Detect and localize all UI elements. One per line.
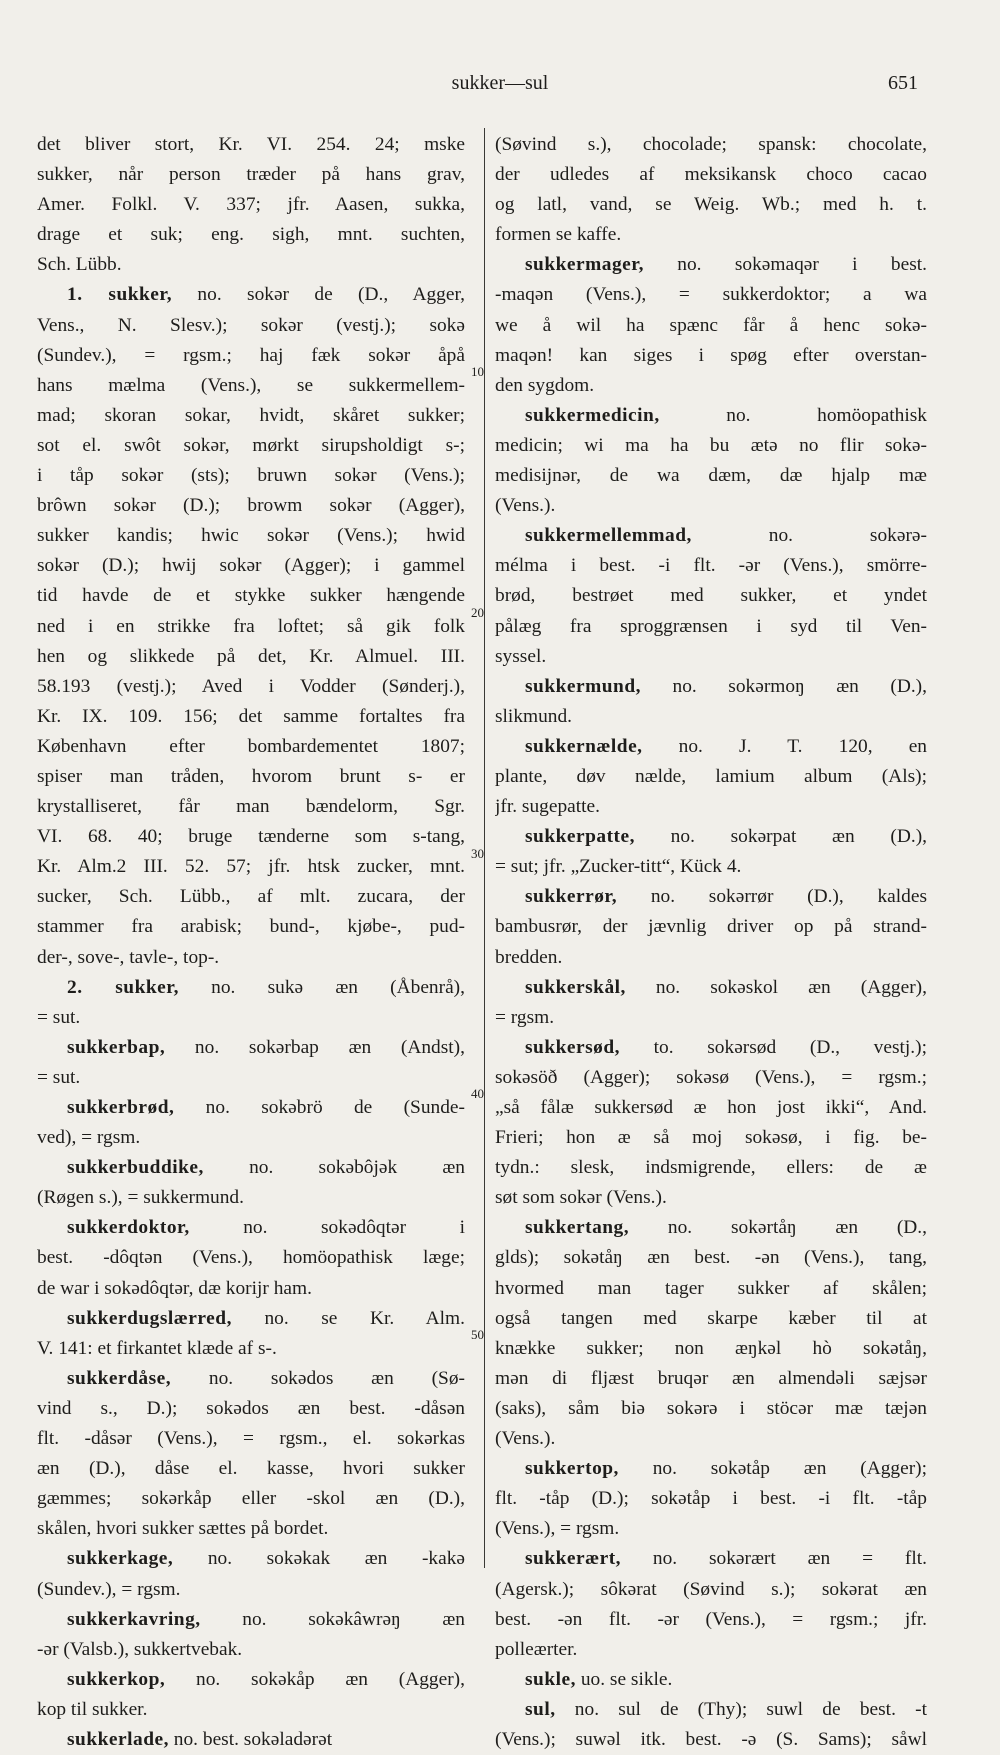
text-line: [37, 581, 465, 611]
text-line: [37, 642, 465, 672]
line-number-20: 20: [471, 605, 484, 620]
line-text: no. sokərrør (D.), kaldes: [617, 886, 927, 908]
line-text: no. sokərbap æn (Andst),: [165, 1036, 465, 1058]
line-text: = sut.: [37, 1066, 81, 1088]
line-text: der-, sove-, tavle-, top-.: [37, 946, 220, 968]
text-line: [495, 1033, 927, 1063]
text-line: [37, 1213, 465, 1243]
line-text: flt. -dåsər (Vens.), = rgsm., el. sokərkas: [37, 1428, 465, 1450]
text-line: [495, 822, 927, 852]
line-text: mən di flјæst bruqər æn almendəli sæjsər: [495, 1367, 927, 1389]
line-text: ned i en strikke fra loftet; så gik folk: [37, 615, 465, 637]
headword: 1. sukker,: [67, 284, 173, 306]
headword: sukkerpatte,: [525, 826, 635, 848]
text-line: [495, 220, 927, 250]
line-text: tid havde de et stykke sukker hængende: [37, 585, 465, 607]
line-text: knække sukker; non æŋkəl hò sokətåŋ,: [495, 1337, 927, 1359]
line-text: æn (D.), dåse el. kasse, hvori sukker: [37, 1458, 465, 1480]
text-line: [37, 1695, 465, 1725]
page-title: sukker—sul: [451, 72, 549, 94]
line-text: ved), = rgsm.: [37, 1127, 141, 1149]
line-text: spiser man tråden, hvorom brunt s- er: [37, 765, 465, 787]
line-text: (Røgen s.), = sukkermund.: [37, 1187, 244, 1209]
text-line: [495, 882, 927, 912]
text-line: [37, 1033, 465, 1063]
line-text: no. sokəskol æn (Agger),: [625, 976, 927, 998]
line-text: no. sokərə-: [691, 525, 927, 547]
line-text: København efter bombardementet 1807;: [37, 735, 465, 757]
headword: 2. sukker,: [67, 976, 179, 998]
text-line: [37, 250, 465, 280]
headword: sukkerært,: [525, 1548, 622, 1570]
text-line: [37, 852, 465, 882]
text-line: [37, 220, 465, 250]
line-text: no. sokəmaqər i best.: [643, 254, 927, 276]
text-line: [37, 1575, 465, 1605]
line-text: polleærter.: [495, 1638, 578, 1660]
line-text: no. J. T. 120, en: [642, 735, 927, 757]
text-line: [37, 1334, 465, 1364]
text-line: [495, 250, 927, 280]
text-line: [495, 581, 927, 611]
headword: sul,: [525, 1698, 556, 1720]
text-line: [37, 551, 465, 581]
page-number: 651: [888, 72, 918, 94]
line-text: også tangen med skarpe kæber til at: [495, 1307, 927, 1329]
text-line: [495, 401, 927, 431]
text-line: [495, 190, 927, 220]
line-text: „så fålæ sukkersød æ hon jost ikki“, And.: [495, 1097, 927, 1118]
text-line: [495, 732, 927, 762]
text-line: [495, 1424, 927, 1454]
column-divider: [484, 128, 485, 1568]
headword: sukkernælde,: [525, 735, 643, 757]
line-text: slikmund.: [495, 705, 573, 727]
text-line: [495, 1394, 927, 1424]
line-text: VI. 68. 40; bruge tænderne som s-tang,: [37, 826, 465, 848]
line-text: den sygdom.: [495, 374, 595, 396]
line-text: no. best. sokəladərət: [168, 1728, 333, 1750]
text-line: [495, 1213, 927, 1243]
text-line: [37, 431, 465, 461]
text-line: [495, 1153, 927, 1183]
text-line: [37, 1274, 465, 1304]
line-text: no. sokərmoŋ æn (D.),: [640, 675, 927, 697]
headword: sukkerlade,: [67, 1728, 169, 1750]
text-line: [495, 160, 927, 190]
line-text: Kr. IX. 109. 156; det samme fortaltes fra: [37, 705, 465, 727]
line-text: maqən! kan siges i spøg efter overstan-: [495, 344, 927, 366]
line-text: og latl, vand, se Weig. Wb.; med h. t.: [495, 194, 927, 216]
text-line: [495, 1093, 927, 1123]
line-text: sukker, når person træder på hans grav,: [37, 164, 465, 186]
line-text: stammer fra arabisk; bund-, kjøbe-, pud-: [37, 916, 465, 938]
left-column: [37, 130, 465, 1755]
text-line: [495, 1695, 927, 1725]
text-line: [37, 521, 465, 551]
line-text: (Vens.), = rgsm.: [495, 1518, 620, 1540]
line-text: no. homöopathisk: [659, 404, 927, 426]
line-text: (Søvind s.), chocolade; spansk: chocolate,: [495, 134, 927, 155]
text-line: [37, 732, 465, 762]
headword: sukkerkavring,: [67, 1608, 201, 1630]
line-text: sucker, Sch. Lübb., af mlt. zucara, der: [37, 886, 465, 908]
line-text: sokəsöð (Agger); sokəsø (Vens.), = rgsm.;: [495, 1066, 927, 1088]
line-text: hen og slikkede på det, Kr. Almuel. III.: [37, 645, 465, 667]
text-line: [37, 190, 465, 220]
line-text: best. -dôqtən (Vens.), homöopathisk læge;: [37, 1247, 465, 1269]
text-line: [37, 1003, 465, 1033]
headword: sukkertang,: [525, 1217, 630, 1239]
line-text: brôwn sokər (D.); browm sokər (Agger),: [37, 495, 465, 517]
text-line: [37, 341, 465, 371]
headword: sukkersød,: [525, 1036, 620, 1058]
text-line: [495, 943, 927, 973]
line-text: no. sokəbôjək æn: [203, 1157, 465, 1179]
text-line: [495, 1334, 927, 1364]
text-line: [495, 1364, 927, 1394]
text-line: [495, 311, 927, 341]
line-number-40: 40: [471, 1086, 484, 1101]
line-text: uo. se sikle.: [575, 1668, 673, 1690]
line-text: gæmmes; sokərkåp eller -skol æn (D.),: [37, 1488, 465, 1510]
line-text: no. sokəkak æn -kakə: [173, 1548, 465, 1570]
line-text: Vens., N. Slesv.); sokər (vestj.); sokə: [37, 314, 465, 336]
text-line: [495, 461, 927, 491]
headword: sukkermedicin,: [525, 404, 660, 426]
text-line: [37, 973, 465, 1003]
line-text: pålæg fra sproggrænsen i syd til Ven-: [495, 615, 927, 637]
text-line: [495, 1274, 927, 1304]
headword: sukkertop,: [525, 1458, 619, 1480]
line-text: bambusrør, der jævnlig driver op på strand-: [495, 916, 927, 938]
line-text: (Vens.).: [495, 495, 556, 517]
text-line: [37, 792, 465, 822]
text-line: [495, 912, 927, 942]
line-text: (Agersk.); sôkərat (Søvind s.); sokərat æn: [495, 1578, 927, 1600]
text-line: [37, 1304, 465, 1334]
text-line: [495, 1243, 927, 1273]
line-text: no. sokədôqtər i: [189, 1217, 465, 1239]
text-line: [495, 973, 927, 1003]
text-line: [495, 521, 927, 551]
text-line: [37, 311, 465, 341]
text-line: [37, 1243, 465, 1273]
line-text: no. sokərpat æn (D.),: [634, 826, 927, 848]
line-text: syssel.: [495, 645, 547, 667]
line-text: Frieri; hon æ så moj sokəsø, i fig. be-: [495, 1127, 927, 1149]
text-line: [37, 1635, 465, 1665]
line-text: mad; skoran sokar, hvidt, skåret sukker;: [37, 404, 465, 426]
text-line: [495, 702, 927, 732]
line-text: de war i sokədôqtər, dæ korijr ham.: [37, 1277, 312, 1299]
headword: sukkermund,: [525, 675, 641, 697]
line-text: we å wil ha spænc får å henc sokə-: [495, 314, 927, 336]
text-line: [495, 1575, 927, 1605]
text-line: [495, 1003, 927, 1033]
line-text: bredden.: [495, 946, 563, 968]
line-text: medicin; wi ma ha bu ætə no flir sokə-: [495, 434, 927, 456]
line-text: no. sul de (Thy); suwl de best. -t: [555, 1698, 927, 1720]
text-line: [37, 401, 465, 431]
line-number-50: 50: [471, 1327, 484, 1342]
line-text: skålen, hvori sukker sættes på bordet.: [37, 1518, 329, 1540]
line-text: (saks), såm biə sokərə i stöcər mæ tæjən: [495, 1397, 927, 1419]
text-line: [495, 792, 927, 822]
text-line: [37, 1665, 465, 1695]
text-line: [495, 852, 927, 882]
line-text: sokər (D.); hwij sokər (Agger); i gammel: [37, 555, 465, 577]
line-text: mélma i best. -i flt. -ər (Vens.), smörre-: [495, 555, 927, 577]
line-text: søt som sokər (Vens.).: [495, 1187, 667, 1209]
line-text: i tåp sokər (sts); bruwn sokər (Vens.);: [37, 465, 465, 487]
line-text: kop til sukker.: [37, 1698, 148, 1720]
text-line: [37, 1183, 465, 1213]
text-line: [37, 1605, 465, 1635]
line-text: jfr. sugepatte.: [495, 796, 601, 818]
text-line: [37, 1123, 465, 1153]
text-line: [495, 672, 927, 702]
line-number-10: 10: [471, 364, 484, 379]
line-text: vind s., D.); sokədos æn best. -dåsən: [37, 1397, 465, 1419]
text-line: [37, 912, 465, 942]
text-line: [495, 1514, 927, 1544]
line-text: no. se Kr. Alm.: [231, 1307, 465, 1329]
line-text: krystalliseret, får man bændelorm, Sgr.: [37, 796, 465, 818]
line-text: (Vens.); suwəl itk. best. -ə (S. Sams); såwl: [495, 1728, 927, 1750]
text-line: [495, 762, 927, 792]
text-line: [495, 1063, 927, 1093]
headword: sukkerkop,: [67, 1668, 166, 1690]
text-line: [37, 882, 465, 912]
line-text: best. -ən flt. -ər (Vens.), = rgsm.; jfr.: [495, 1608, 927, 1630]
text-line: [495, 1454, 927, 1484]
text-line: [37, 461, 465, 491]
text-line: [495, 341, 927, 371]
text-line: [37, 160, 465, 190]
line-text: no. sokəkåp æn (Agger),: [165, 1668, 465, 1690]
text-line: [495, 1183, 927, 1213]
line-text: flt. -tåp (D.); sokətåp i best. -i flt. -tåp: [495, 1488, 927, 1510]
line-text: Sch. Lübb.: [37, 254, 122, 276]
text-line: [37, 672, 465, 702]
text-line: [37, 371, 465, 401]
line-text: glds); sokətåŋ æn best. -ən (Vens.), tang,: [495, 1247, 927, 1269]
text-line: [37, 130, 465, 160]
headword: sukkermellemmad,: [525, 525, 692, 547]
line-text: no. sokəbrö de (Sunde-: [174, 1097, 465, 1118]
text-line: [37, 1364, 465, 1394]
line-text: = sut; jfr. „Zucker-titt“, Kück 4.: [495, 856, 742, 878]
text-line: [495, 280, 927, 310]
line-text: drage et suk; eng. sigh, mnt. suchten,: [37, 224, 465, 246]
text-line: [495, 1123, 927, 1153]
line-text: sukker kandis; hwic sokər (Vens.); hwid: [37, 525, 465, 547]
text-line: [495, 1605, 927, 1635]
line-text: (Sundev.), = rgsm.; haj fæk sokər åpå: [37, 344, 465, 366]
line-text: V. 141: et firkantet klæde af s-.: [37, 1337, 277, 1359]
line-text: no. sokərært æn = flt.: [621, 1548, 927, 1570]
line-text: no. sokədos æn (Sø-: [171, 1367, 465, 1389]
line-text: medisijnər, de wa dæm, dæ hjalp mæ: [495, 465, 927, 487]
running-head: [0, 72, 1000, 102]
text-line: [495, 642, 927, 672]
line-text: det bliver stort, Kr. VI. 254. 24; mske: [37, 134, 465, 155]
text-line: [495, 130, 927, 160]
line-number-30: 30: [471, 846, 484, 861]
line-text: = rgsm.: [495, 1006, 555, 1028]
text-line: [37, 1153, 465, 1183]
headword: sukkerbap,: [67, 1036, 166, 1058]
text-line: [37, 280, 465, 310]
line-text: -maqən (Vens.), = sukkerdoktor; a wa: [495, 284, 927, 306]
text-line: [37, 702, 465, 732]
line-text: der udledes af meksikansk choco cacao: [495, 164, 927, 186]
headword: sukkerdoktor,: [67, 1217, 190, 1239]
line-text: brød, bestrøet med sukker, et yndet: [495, 585, 927, 607]
text-line: [37, 612, 465, 642]
line-text: no. sokəkâwrəŋ æn: [200, 1608, 465, 1630]
headword: sukkermager,: [525, 254, 644, 276]
text-line: [37, 822, 465, 852]
line-text: = sut.: [37, 1006, 81, 1028]
line-text: sot el. swôt sokər, mørkt sirupsholdigt s-;: [37, 434, 465, 456]
right-column: [495, 130, 927, 1755]
text-line: [495, 1544, 927, 1574]
line-text: -ər (Valsb.), sukkertvebak.: [37, 1638, 243, 1660]
text-line: [37, 1424, 465, 1454]
text-line: [495, 491, 927, 521]
text-line: [495, 1635, 927, 1665]
line-text: to. sokərsød (D., vestj.);: [620, 1036, 927, 1058]
text-line: [37, 1063, 465, 1093]
line-text: tydn.: slesk, indsmigrende, ellers: de æ: [495, 1157, 927, 1179]
text-line: [37, 1394, 465, 1424]
line-text: (Vens.).: [495, 1428, 556, 1450]
text-line: [37, 1544, 465, 1574]
text-line: [37, 1093, 465, 1123]
line-text: Amer. Folkl. V. 337; jfr. Aasen, sukka,: [37, 194, 465, 216]
line-text: no. sokətåp æn (Agger);: [618, 1458, 927, 1480]
text-line: [37, 491, 465, 521]
text-line: [495, 612, 927, 642]
text-line: [37, 1454, 465, 1484]
headword: sukkerkage,: [67, 1548, 174, 1570]
text-line: [495, 1725, 927, 1755]
line-text: no. sokərtåŋ æn (D.,: [629, 1217, 927, 1239]
headword: sukkerdåse,: [67, 1367, 172, 1389]
headword: sukkerbuddike,: [67, 1157, 204, 1179]
line-text: formen se kaffe.: [495, 224, 622, 246]
line-text: no. sukə æn (Åbenrå),: [178, 976, 465, 998]
text-line: [37, 1484, 465, 1514]
headword: sukkerskål,: [525, 976, 626, 998]
line-text: 58.193 (vestj.); Aved i Vodder (Sønderj.),: [37, 675, 465, 697]
line-text: (Sundev.), = rgsm.: [37, 1578, 181, 1600]
headword: sukkerbrød,: [67, 1097, 175, 1118]
text-line: [495, 1665, 927, 1695]
headword: sukle,: [525, 1668, 576, 1690]
line-text: no. sokər de (D., Agger,: [172, 284, 465, 306]
text-line: [495, 1304, 927, 1334]
text-line: [495, 1484, 927, 1514]
text-line: [495, 551, 927, 581]
line-text: plante, døv nælde, lamium album (Als);: [495, 765, 927, 787]
text-line: [37, 762, 465, 792]
text-line: [37, 1514, 465, 1544]
text-line: [37, 1725, 465, 1755]
line-text: hvormed man tager sukker af skålen;: [495, 1277, 927, 1299]
line-text: hans mælma (Vens.), se sukkermellem-: [37, 374, 465, 396]
headword: sukkerdugslærred,: [67, 1307, 232, 1329]
line-text: Kr. Alm.2 III. 52. 57; jfr. htsk zucker, mnt.: [37, 856, 465, 878]
headword: sukkerrør,: [525, 886, 618, 908]
text-line: [495, 431, 927, 461]
text-line: [37, 943, 465, 973]
text-line: [495, 371, 927, 401]
